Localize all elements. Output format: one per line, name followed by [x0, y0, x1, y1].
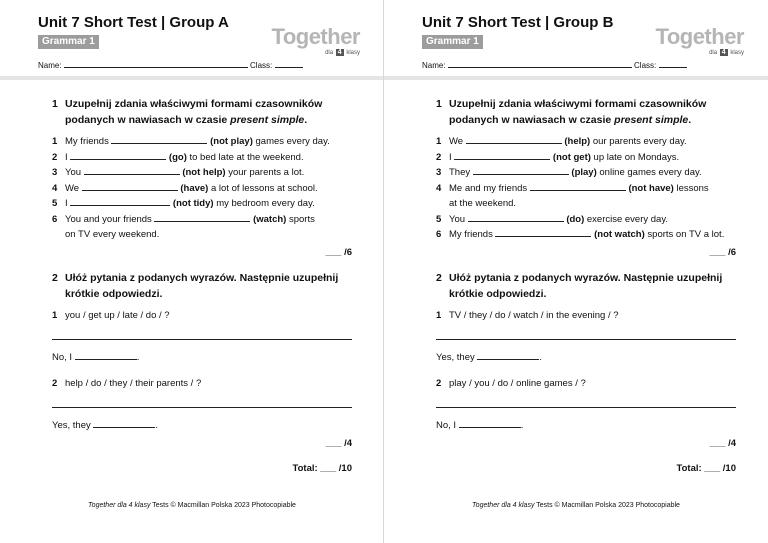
- exercise-1-item: 4 Me and my friends (not have) lessons: [436, 182, 709, 194]
- together-logo: Together dla 4 klasy: [271, 24, 360, 56]
- header-divider: [0, 76, 384, 80]
- exercise-1-item: 1 We (help) our parents every day.: [436, 136, 687, 147]
- answer-blank[interactable]: [468, 212, 564, 222]
- exercise-2-score: ___ /4: [709, 437, 736, 449]
- exercise-2-question: 1 you / get up / late / do / ?: [52, 309, 170, 321]
- exercise-1-item: 6 My friends (not watch) sports on TV a lot.: [436, 229, 725, 240]
- question-answer-line[interactable]: [436, 397, 736, 408]
- header: [38, 14, 368, 79]
- exercise-2-instruction: 2 Ułóż pytania z podanych wyrazów. Następnie uzupełnij krótkie odpowiedzi.: [436, 271, 723, 300]
- exercise-1-item: 1 My friends (not play) games every day.: [52, 136, 330, 147]
- header: [422, 14, 752, 79]
- exercise-1-item: 4 We (have) a lot of lessons at school.: [52, 182, 318, 194]
- test-content: [52, 96, 352, 474]
- header-divider: [384, 76, 768, 80]
- test-content: [436, 96, 736, 474]
- name-class-line: [422, 59, 687, 70]
- answer-blank[interactable]: [70, 150, 166, 160]
- class-field[interactable]: [275, 59, 303, 68]
- answer-blank[interactable]: [454, 150, 550, 160]
- answer-blank[interactable]: [154, 212, 250, 222]
- answer-blank[interactable]: [70, 196, 170, 206]
- name-label: Name:: [38, 61, 62, 70]
- question-answer-line[interactable]: [436, 329, 736, 340]
- page-title: Unit 7 Short Test | Group A: [38, 14, 229, 31]
- question-answer-line[interactable]: [52, 397, 352, 408]
- exercise-1-item: 5 I (not tidy) my bedroom every day.: [52, 198, 315, 209]
- exercise-1-item: 6 You and your friends (watch) sports: [52, 213, 315, 225]
- exercise-1-item-continuation: on TV every weekend.: [65, 229, 160, 240]
- exercise-1-item: 5 You (do) exercise every day.: [436, 213, 669, 225]
- total-score: Total: ___ /10: [292, 462, 352, 474]
- exercise-1-instruction: 1 Uzupełnij zdania właściwymi formami czasowników podanych w nawiasach w czasie present simple.: [52, 98, 323, 126]
- answer-blank[interactable]: [75, 350, 137, 360]
- exercise-2-score: ___ /4: [325, 437, 352, 449]
- exercise-2-question: 2 play / you / do / online games / ?: [436, 377, 586, 389]
- answer-blank[interactable]: [466, 134, 562, 144]
- answer-blank[interactable]: [459, 418, 521, 428]
- name-class-line: [38, 59, 303, 70]
- short-answer: No, I .: [52, 352, 140, 363]
- exercise-2-question: 1 TV / they / do / watch / in the evening / ?: [436, 309, 619, 321]
- answer-blank[interactable]: [495, 227, 591, 237]
- short-answer: No, I .: [436, 420, 524, 431]
- exercise-1-item: 3 They (play) online games every day.: [436, 167, 702, 178]
- answer-blank[interactable]: [111, 134, 207, 144]
- exercise-1-item: 3 You (not help) your parents a lot.: [52, 167, 305, 178]
- short-answer: Yes, they .: [52, 420, 159, 431]
- class-field[interactable]: [659, 59, 687, 68]
- answer-blank[interactable]: [84, 165, 180, 175]
- exercise-2-instruction: 2 Ułóż pytania z podanych wyrazów. Następnie uzupełnij krótkie odpowiedzi.: [52, 271, 339, 300]
- footer: Together dla 4 klasy Tests © Macmillan Polska 2023 Photocopiable: [472, 502, 680, 509]
- page-group-b: [384, 0, 768, 543]
- exercise-1-score: ___ /6: [709, 246, 736, 258]
- name-label: Name:: [422, 61, 446, 70]
- together-logo: Together dla 4 klasy: [655, 24, 744, 56]
- exercise-1-score: ___ /6: [325, 246, 352, 258]
- exercise-1-item: 2 I (go) to bed late at the weekend.: [52, 151, 304, 163]
- question-answer-line[interactable]: [52, 329, 352, 340]
- section-badge: Grammar 1: [38, 35, 99, 49]
- exercise-1-instruction: 1 Uzupełnij zdania właściwymi formami czasowników podanych w nawiasach w czasie present simple.: [436, 98, 707, 126]
- name-field[interactable]: [448, 59, 632, 68]
- total-score: Total: ___ /10: [676, 462, 736, 474]
- short-answer: Yes, they .: [436, 352, 543, 363]
- exercise-1-item-continuation: at the weekend.: [449, 198, 517, 209]
- section-badge: Grammar 1: [422, 35, 483, 49]
- class-label: Class:: [634, 61, 657, 70]
- answer-blank[interactable]: [473, 165, 569, 175]
- answer-blank[interactable]: [530, 181, 626, 191]
- answer-blank[interactable]: [82, 181, 178, 191]
- footer: Together dla 4 klasy Tests © Macmillan Polska 2023 Photocopiable: [88, 502, 296, 509]
- page-title: Unit 7 Short Test | Group B: [422, 14, 614, 31]
- exercise-2-question: 2 help / do / they / their parents / ?: [52, 377, 202, 389]
- class-label: Class:: [250, 61, 273, 70]
- name-field[interactable]: [64, 59, 248, 68]
- answer-blank[interactable]: [477, 350, 539, 360]
- answer-blank[interactable]: [93, 418, 155, 428]
- exercise-1-item: 2 I (not get) up late on Mondays.: [436, 151, 680, 163]
